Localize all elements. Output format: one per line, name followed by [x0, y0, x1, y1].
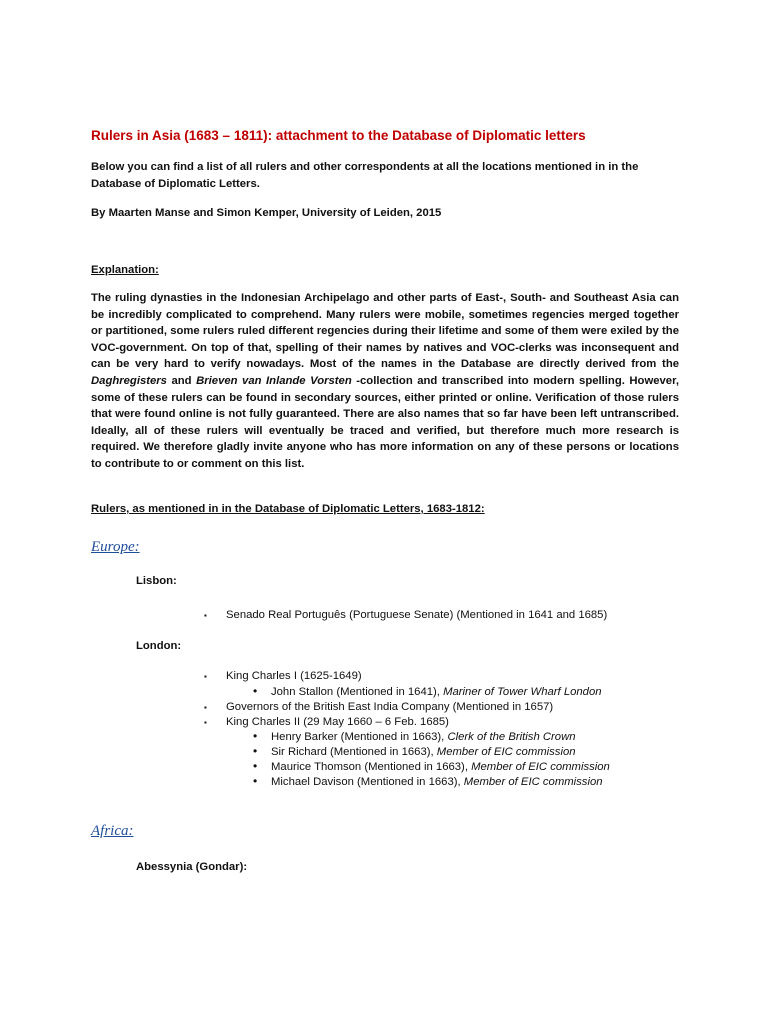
rulers-heading: Rulers, as mentioned in in the Database of Diplomatic Letters, 1683-1812: — [91, 503, 485, 515]
explanation-heading: Explanation: — [91, 264, 159, 276]
item-text: John Stallon (Mentioned in 1641), — [271, 686, 444, 698]
list-item — [204, 669, 362, 684]
item-role: Mariner of Tower Wharf London — [443, 686, 602, 698]
location-london: London: — [136, 640, 182, 652]
item-role: Member of EIC commission — [471, 761, 610, 773]
list-item — [204, 715, 449, 730]
explanation-emphasis-daghregisters: Daghregisters — [91, 374, 167, 387]
explanation-paragraph — [91, 290, 679, 473]
list-item — [253, 759, 610, 775]
list-item — [204, 700, 554, 715]
list-item — [253, 774, 603, 790]
list-item — [253, 744, 576, 760]
round-bullet-icon: • — [253, 759, 258, 773]
item-text: Senado Real Português (Portuguese Senate) (Mentioned in 1641 and 1685) — [226, 609, 608, 621]
location-lisbon: Lisbon: — [136, 575, 177, 587]
round-bullet-icon: • — [253, 684, 258, 698]
explanation-text-3: -collection and transcribed into modern spelling. However, some of these rulers can be found in secondary sources, either printed or online. Verification of those rulers that were found online is not fully guaranteed. There are also names that so far have been left untranscribed. Ideally, all of these rulers will eventually be traced and verified, but therefore much more research is required. We therefore gladly invite anyone who has more information on any of these persons or locations to contribute to or comment on this list. — [91, 374, 679, 470]
explanation-text-1: The ruling dynasties in the Indonesian Archipelago and other parts of East-, South- and Southeast Asia can be incredibly complicated to comprehend. Many rulers were mobile, sometimes regencies merged together or partitioned, some rulers ruled different regencies during their lifetime and some of them were exiled by the VOC-government. On top of that, spelling of their names by natives and VOC-clerks was inconsequent and can be very hard to verify nowadays. Most of the names in the Database are directly derived from the — [91, 292, 679, 371]
item-text: Governors of the British East India Company (Mentioned in 1657) — [226, 701, 554, 713]
item-text: Henry Barker (Mentioned in 1663), — [271, 731, 448, 743]
intro-paragraph: Below you can find a list of all rulers and other correspondents at all the locations mentioned in in the Database of Diplomatic Letters. — [91, 161, 639, 190]
document-title: Rulers in Asia (1683 – 1811): attachment to the Database of Diplomatic letters — [91, 128, 586, 143]
item-text: Michael Davison (Mentioned in 1663), — [271, 776, 464, 788]
byline: By Maarten Manse and Simon Kemper, University of Leiden, 2015 — [91, 207, 442, 219]
square-bullet-icon: ▪ — [204, 703, 207, 712]
item-text: King Charles I (1625-1649) — [226, 670, 362, 682]
list-item — [204, 608, 608, 623]
location-abessynia: Abessynia (Gondar): — [136, 861, 248, 873]
square-bullet-icon: ▪ — [204, 672, 207, 681]
explanation-emphasis-brieven: Brieven van Inlande Vorsten — [196, 374, 352, 387]
region-europe-heading: Europe: — [91, 539, 140, 555]
square-bullet-icon: ▪ — [204, 718, 207, 727]
explanation-text-2: and — [166, 374, 197, 387]
round-bullet-icon: • — [253, 744, 258, 758]
item-text: Sir Richard (Mentioned in 1663), — [271, 746, 437, 758]
round-bullet-icon: • — [253, 774, 258, 788]
item-role: Clerk of the British Crown — [447, 731, 576, 743]
item-role: Member of EIC commission — [463, 776, 603, 788]
round-bullet-icon: • — [253, 729, 258, 743]
square-bullet-icon: ▪ — [204, 611, 207, 620]
item-text: Maurice Thomson (Mentioned in 1663), — [271, 761, 472, 773]
list-item — [253, 684, 602, 700]
item-text: King Charles II (29 May 1660 – 6 Feb. 1685) — [226, 716, 449, 728]
item-role: Member of EIC commission — [436, 746, 576, 758]
region-africa-heading: Africa: — [91, 823, 134, 839]
list-item — [253, 729, 576, 745]
